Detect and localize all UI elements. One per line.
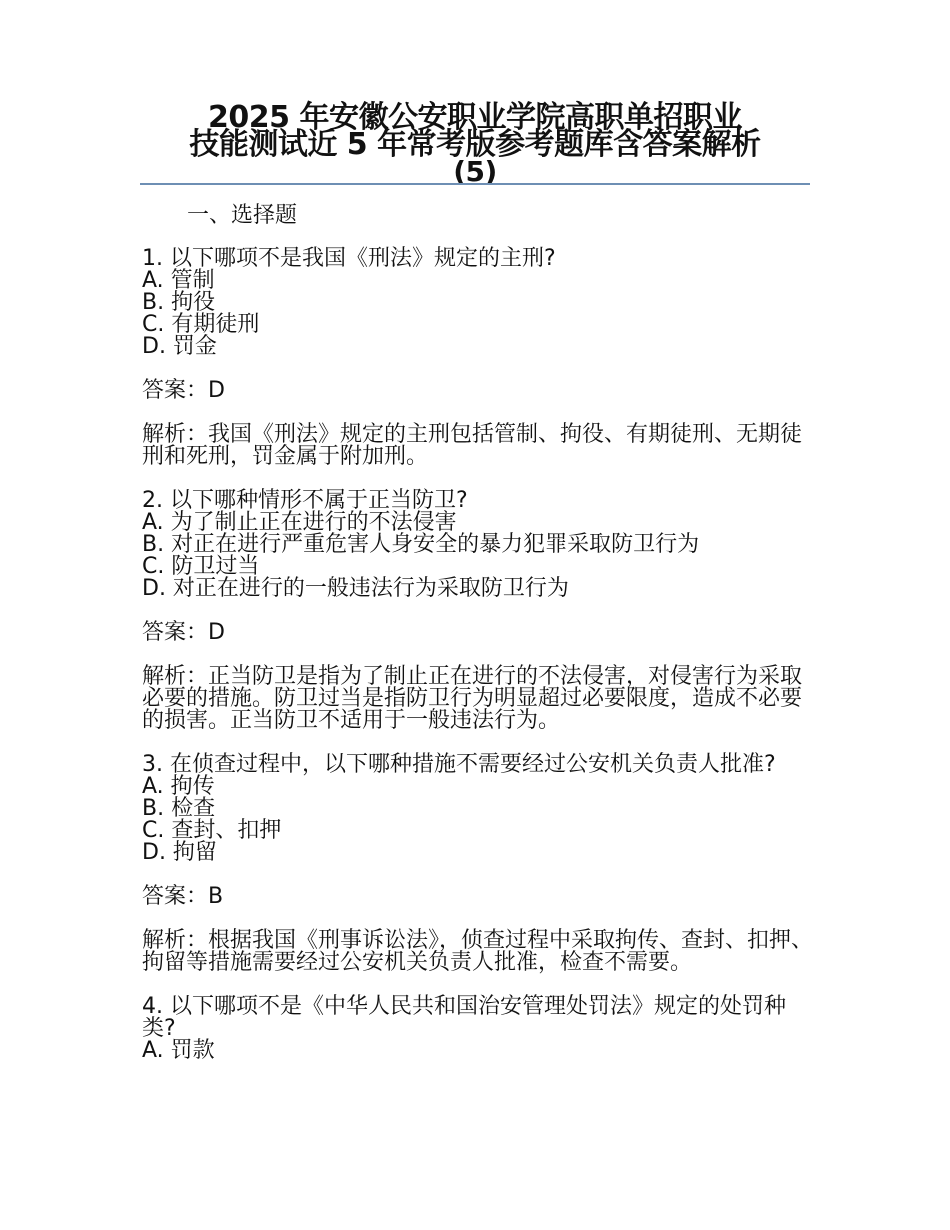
answer-text: 答案：D — [142, 378, 225, 403]
option-b: B. 拘役 — [142, 290, 216, 315]
option-a: A. 为了制止正在进行的不法侵害 — [142, 510, 457, 535]
option-d: D. 拘留 — [142, 840, 217, 865]
question-text: 3. 在侦查过程中，以下哪种措施不需要经过公安机关负责人批准? — [142, 752, 776, 777]
title-line-1: 2025 年安徽公安职业学院高职单招职业 — [208, 100, 742, 135]
question-text: 4. 以下哪项不是《中华人民共和国治安管理处罚法》规定的处罚种类? — [142, 994, 786, 1041]
option-d: D. 罚金 — [142, 334, 217, 359]
question-item — [142, 996, 814, 1062]
option-c: C. 防卫过当 — [142, 554, 260, 579]
question-list — [142, 248, 814, 1062]
title-line-3: (5) — [453, 155, 497, 188]
option-c: C. 有期徒刑 — [142, 312, 260, 337]
answer-text: 答案：B — [142, 884, 224, 909]
option-b: B. 检查 — [142, 796, 216, 821]
title-divider — [140, 183, 810, 185]
option-d: D. 对正在进行的一般违法行为采取防卫行为 — [142, 576, 569, 601]
question-item — [142, 490, 814, 732]
analysis-text: 解析：我国《刑法》规定的主刑包括管制、拘役、有期徒刑、无期徒刑和死刑，罚金属于附加刑。 — [142, 422, 803, 469]
question-text: 1. 以下哪项不是我国《刑法》规定的主刑? — [142, 246, 556, 271]
document-title — [140, 100, 810, 188]
option-c: C. 查封、扣押 — [142, 818, 282, 843]
option-a: A. 管制 — [142, 268, 215, 293]
question-text: 2. 以下哪种情形不属于正当防卫? — [142, 488, 468, 513]
analysis-text: 解析：根据我国《刑事诉讼法》，侦查过程中采取拘传、查封、扣押、拘留等措施需要经过公安机关负责人批准，检查不需要。 — [142, 928, 814, 975]
section-heading: 一、选择题 — [187, 203, 298, 228]
question-item — [142, 754, 814, 974]
question-item — [142, 248, 814, 468]
title-line-2: 技能测试近 5 年常考版参考题库含答案解析 — [189, 127, 761, 162]
option-b: B. 对正在进行严重危害人身安全的暴力犯罪采取防卫行为 — [142, 532, 700, 557]
option-a: A. 拘传 — [142, 774, 215, 799]
option-a: A. 罚款 — [142, 1038, 215, 1063]
answer-text: 答案：D — [142, 620, 225, 645]
analysis-text: 解析：正当防卫是指为了制止正在进行的不法侵害，对侵害行为采取必要的措施。防卫过当是指防卫行为明显超过必要限度，造成不必要的损害。正当防卫不适用于一般违法行为。 — [142, 664, 803, 733]
